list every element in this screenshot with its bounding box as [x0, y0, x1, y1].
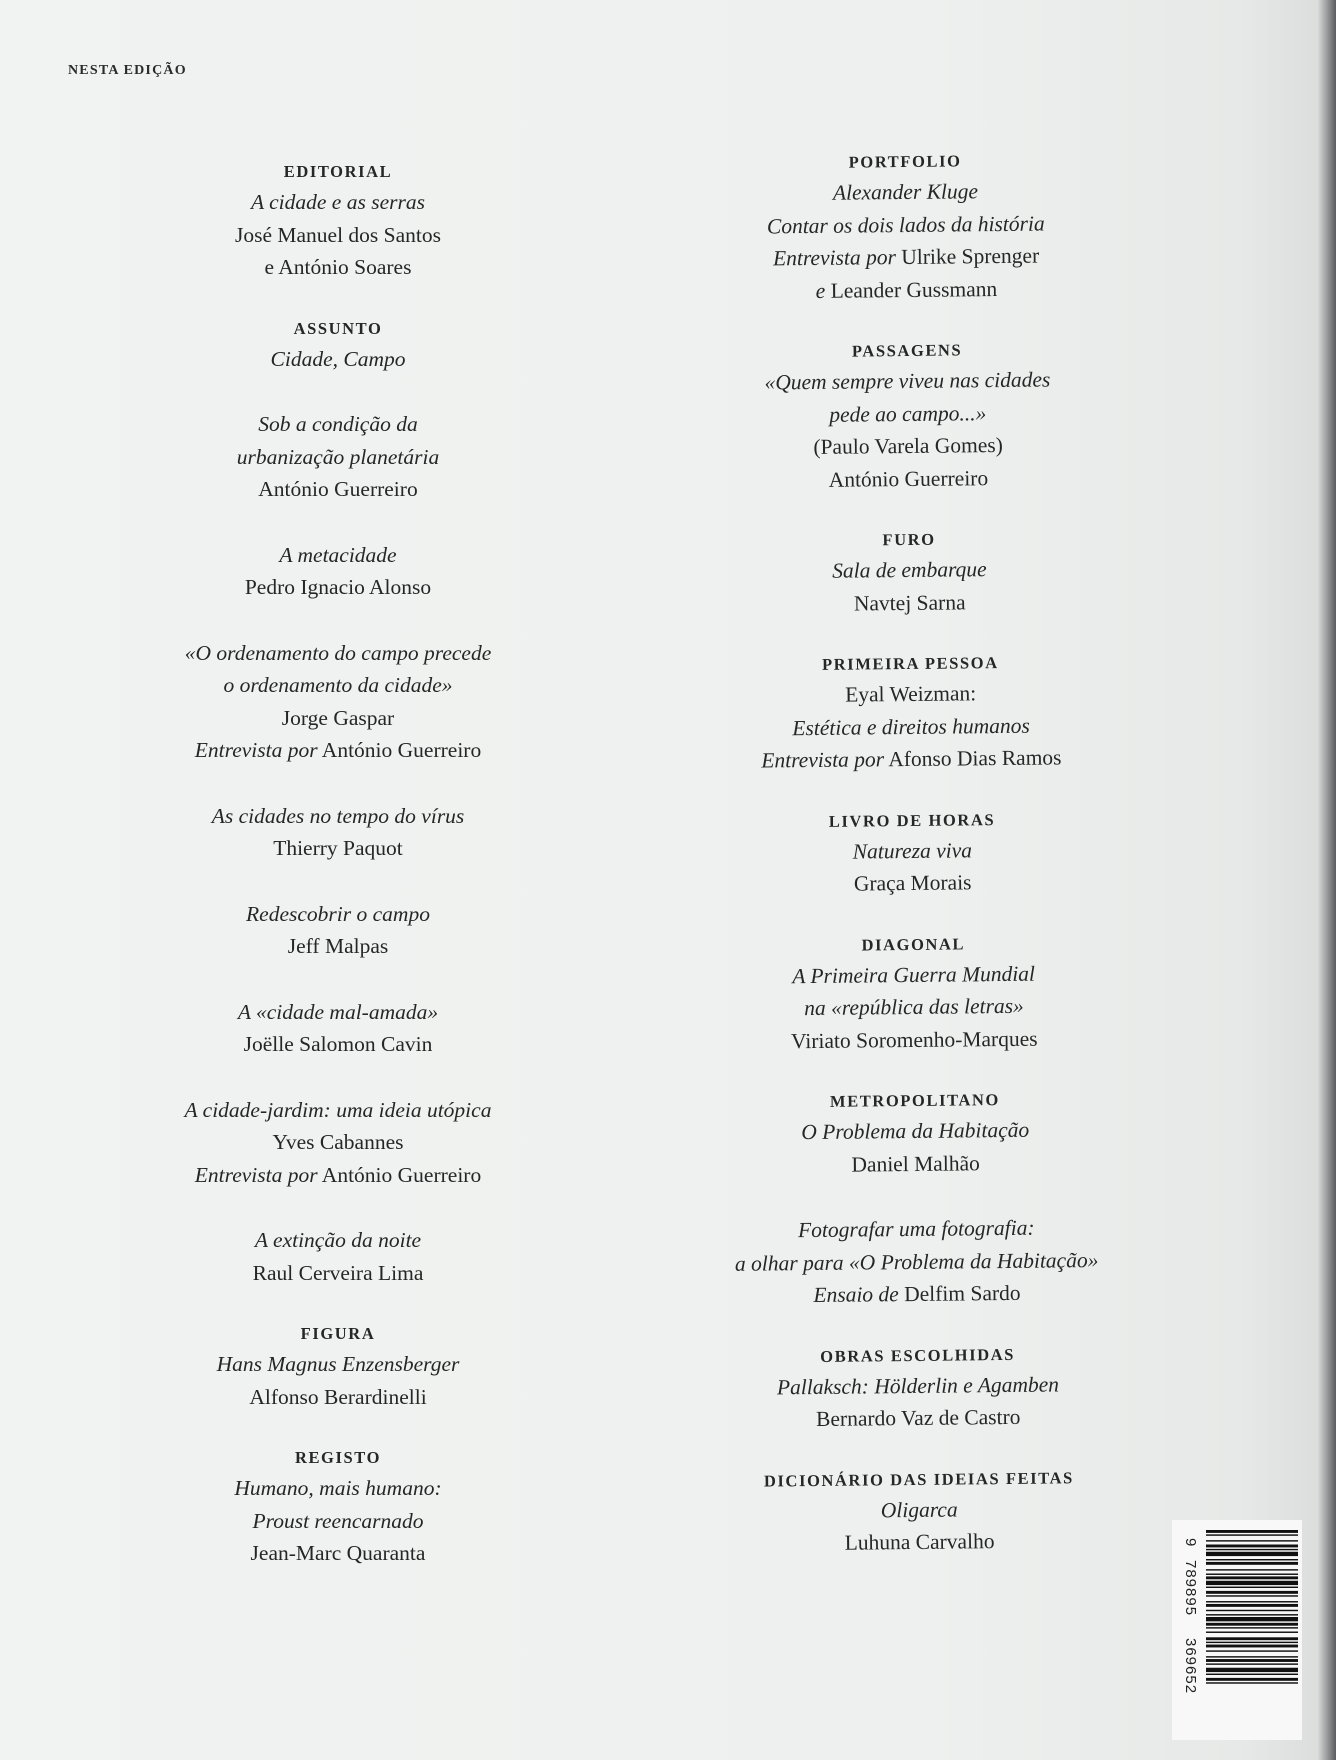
entry-title-line: na «república das letras» — [804, 993, 1024, 1021]
barcode-bar — [1206, 1656, 1298, 1657]
entry-author-line: Bernardo Vaz de Castro — [815, 1404, 1021, 1432]
entry-title-line: Alexander Kluge — [832, 179, 979, 205]
entry-credit-line — [682, 1275, 1152, 1312]
barcode-digits-left: 789895 — [1182, 1560, 1199, 1617]
section-title: FIGURA — [300, 1324, 376, 1343]
section-figura — [103, 1322, 573, 1413]
barcode-bar — [1206, 1642, 1298, 1643]
barcode-bar — [1206, 1569, 1298, 1570]
entry-gap — [103, 1061, 573, 1094]
entry-title-line: A cidade e as serras — [251, 190, 425, 214]
section-registo — [103, 1446, 573, 1570]
entry-title-line: A metacidade — [279, 542, 397, 567]
section-primeira-pessoa — [675, 650, 1146, 778]
credit-name: Delfim Sardo — [898, 1280, 1021, 1307]
barcode-bar — [1206, 1682, 1298, 1683]
entry-title-line: Humano, mais humano: — [234, 1476, 442, 1500]
entry-title-line: A «cidade mal-amada» — [237, 999, 439, 1024]
barcode-bar — [1206, 1645, 1298, 1648]
barcode-bar — [1206, 1632, 1298, 1633]
entry-gap — [103, 1191, 573, 1224]
section-title: LIVRO DE HORAS — [828, 809, 996, 831]
entry-author-line: Eyal Weizman: — [845, 681, 977, 707]
barcode-bar — [1206, 1650, 1298, 1651]
barcode-bar — [1206, 1545, 1298, 1548]
barcode-digits-right: 369652 — [1182, 1638, 1199, 1695]
section-title: REGISTO — [294, 1448, 382, 1467]
entry-title-line: Redescobrir o campo — [246, 901, 430, 926]
section-assunto — [103, 317, 573, 1290]
spine-edge — [1318, 0, 1336, 1760]
barcode-bar — [1206, 1659, 1298, 1662]
credit-name: Leander Gussmann — [825, 276, 998, 303]
entry-credit-line — [103, 734, 573, 767]
section-title: FURO — [882, 529, 936, 550]
entry-author-line: Pedro Ignacio Alonso — [244, 575, 432, 599]
entry-credit-line — [671, 239, 1141, 276]
entry-author-line: (Paulo Varela Gomes) — [813, 432, 1003, 459]
entry-credit-line — [103, 1159, 573, 1192]
credit-prefix: Entrevista por — [194, 1162, 318, 1187]
section-title: DIAGONAL — [861, 933, 966, 954]
entry-author-line: Yves Cabannes — [272, 1130, 404, 1154]
section-title: ASSUNTO — [293, 318, 383, 338]
barcode-bar — [1206, 1591, 1298, 1594]
barcode-bar — [1206, 1637, 1298, 1640]
entry-author-line: António Guerreiro — [828, 465, 989, 492]
entry-title-line: Proust reencarnado — [252, 1508, 424, 1533]
section-editorial — [103, 160, 573, 284]
entry-gap — [103, 963, 573, 996]
entry-author-line: Jeff Malpas — [287, 934, 389, 958]
entry-author-line: Jean-Marc Quaranta — [250, 1541, 426, 1565]
entry-author-line: Alfonso Berardinelli — [249, 1384, 427, 1409]
isbn-barcode — [1172, 1520, 1302, 1740]
barcode-bar — [1206, 1549, 1298, 1550]
barcode-bar — [1206, 1595, 1298, 1596]
contents-column-left — [103, 160, 573, 1603]
entry-gap — [103, 767, 573, 800]
barcode-bar — [1206, 1663, 1298, 1664]
section-title: DICIONÁRIO DAS IDEIAS FEITAS — [763, 1467, 1074, 1491]
entry-title-line: A Primeira Guerra Mundial — [792, 961, 1036, 988]
entry-title-line: «Quem sempre viveu nas cidades — [764, 367, 1051, 395]
entry-credit-line — [671, 271, 1141, 308]
barcode-bar — [1206, 1610, 1298, 1611]
entry-author-line: Joëlle Salomon Cavin — [243, 1032, 433, 1056]
entry-author-line: Raul Cerveira Lima — [252, 1260, 424, 1285]
entry-author-line: Thierry Paquot — [273, 836, 403, 860]
barcode-bar — [1206, 1617, 1298, 1621]
section-furo — [674, 526, 1145, 622]
entry-author-line: Daniel Malhão — [851, 1150, 980, 1177]
entry-title-line: Contar os dois lados da história — [766, 211, 1045, 238]
entry-author-line: Graça Morais — [853, 870, 972, 896]
entry-title-line: A extinção da noite — [254, 1228, 422, 1252]
entry-title-line: Sob a condição da — [258, 412, 418, 436]
section-diagonal — [678, 930, 1149, 1058]
entry-title-line: o ordenamento da cidade» — [223, 673, 453, 697]
entry-author-line: António Guerreiro — [258, 477, 418, 501]
section-title: EDITORIAL — [283, 162, 393, 181]
entry-title-line: Cidade, Campo — [270, 346, 406, 371]
credit-name: Afonso Dias Ramos — [883, 745, 1062, 772]
section-title: METROPOLITANO — [829, 1090, 1001, 1111]
entry-title-line: Sala de embarque — [832, 557, 987, 583]
barcode-digit-lead: 9 — [1182, 1538, 1199, 1547]
barcode-bar — [1206, 1562, 1298, 1565]
section-metropolitano — [680, 1086, 1152, 1312]
section-passagens — [672, 337, 1144, 498]
barcode-bar — [1206, 1581, 1298, 1585]
entry-title-line: urbanização planetária — [236, 444, 440, 469]
barcode-bar — [1206, 1534, 1298, 1535]
section-portfolio — [670, 148, 1142, 309]
page-header: NESTA EDIÇÃO — [68, 63, 187, 78]
entry-title-line: «O ordenamento do campo precede — [184, 640, 492, 665]
barcode-bar — [1206, 1627, 1298, 1628]
credit-prefix: e — [815, 278, 826, 303]
barcode-bar — [1206, 1623, 1298, 1626]
barcode-bar — [1206, 1574, 1298, 1575]
section-title: OBRAS ESCOLHIDAS — [820, 1344, 1016, 1366]
section-title: PRIMEIRA PESSOA — [821, 653, 999, 674]
credit-name: António Guerreiro — [317, 738, 482, 762]
barcode-bar — [1206, 1559, 1298, 1560]
section-obras-escolhidas — [683, 1341, 1154, 1437]
entry-author-line: Jorge Gaspar — [281, 705, 395, 730]
barcode-bar — [1206, 1530, 1298, 1533]
barcode-bar — [1206, 1614, 1298, 1615]
credit-name: Ulrike Sprenger — [895, 243, 1040, 270]
entry-author-line: e António Soares — [264, 255, 412, 279]
entry-author-line: Navtej Sarna — [853, 589, 966, 616]
section-livro-de-horas — [677, 806, 1148, 902]
entry-author-line: Luhuna Carvalho — [844, 1529, 995, 1555]
entry-author-line: José Manuel dos Santos — [234, 222, 442, 247]
entry-gap — [681, 1177, 1151, 1215]
entry-gap — [103, 375, 573, 408]
barcode-bar — [1206, 1576, 1298, 1579]
section-title: PORTFOLIO — [848, 151, 962, 172]
entry-title-line: a olhar para «O Problema da Habitação» — [734, 1247, 1099, 1276]
section-dicionario-das-ideias-feitas — [684, 1465, 1155, 1561]
barcode-bar — [1206, 1552, 1298, 1556]
credit-prefix: Entrevista por — [772, 245, 897, 271]
credit-prefix: Ensaio de — [813, 1282, 899, 1308]
entry-author-line: Viriato Soromenho-Marques — [790, 1026, 1038, 1053]
contents-column-right — [670, 148, 1155, 1594]
barcode-bar — [1206, 1604, 1298, 1607]
entry-gap — [103, 865, 573, 898]
entry-title-line: pede ao campo...» — [829, 400, 987, 427]
entry-title-line: Estética e direitos humanos — [792, 713, 1030, 740]
entry-title-line: A cidade-jardim: uma ideia utópica — [184, 1097, 492, 1122]
entry-title-line: Oligarca — [880, 1497, 958, 1522]
entry-title-line: Pallaksch: Hölderlin e Agamben — [776, 1371, 1060, 1399]
barcode-bar — [1206, 1668, 1298, 1672]
entry-gap — [103, 506, 573, 539]
credit-prefix: Entrevista por — [194, 738, 318, 762]
entry-title-line: As cidades no tempo do vírus — [211, 803, 465, 828]
entry-gap — [103, 604, 573, 637]
barcode-bar — [1206, 1540, 1298, 1541]
entry-credit-line — [676, 741, 1146, 778]
entry-title-line: Natureza viva — [852, 837, 973, 864]
credit-prefix: Entrevista por — [761, 747, 885, 773]
entry-title-line: Fotografar uma fotografia: — [797, 1215, 1035, 1243]
barcode-bar — [1206, 1674, 1298, 1675]
entry-title-line: O Problema da Habitação — [801, 1117, 1030, 1145]
barcode-bar — [1206, 1587, 1298, 1588]
barcode-bar — [1206, 1601, 1298, 1602]
credit-name: António Guerreiro — [317, 1162, 482, 1187]
barcode-bar — [1206, 1678, 1298, 1681]
section-title: PASSAGENS — [851, 340, 963, 361]
entry-title-line: Hans Magnus Enzensberger — [216, 1352, 460, 1376]
